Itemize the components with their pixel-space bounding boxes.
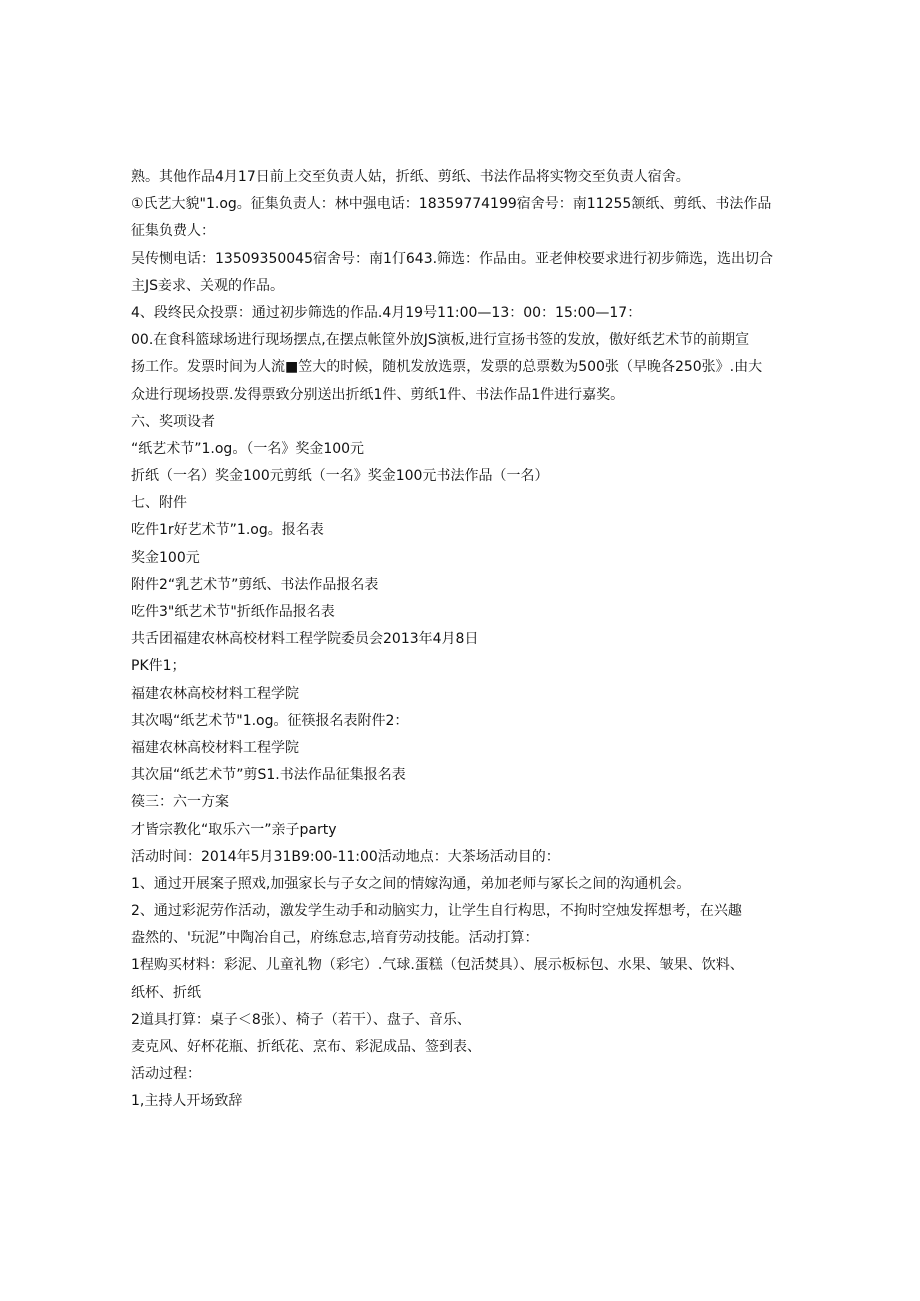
text-line: 吃件3"纸艺术节"折纸作品报名表 (131, 604, 335, 620)
text-line: 4、段终民众投票：通过初步筛选的作品.4月19号11:00—13：00：15:00—17： (131, 304, 642, 321)
text-line: 2道具打算：桌子＜8张）、椅子（若干）、盘子、音乐、 (131, 1011, 471, 1028)
document-body (131, 164, 795, 1116)
text-line: 盎然的、'玩泥”中陶冶自己，府练怠志,培育劳动技能。活动打算： (131, 930, 539, 947)
text-line: 奖金100元 (131, 549, 200, 566)
section-heading: 七、附件 (131, 495, 187, 512)
text-line: “纸艺术节”1.og。（一名》奖金100元 (131, 440, 365, 457)
text-line: 纸杯、折纸 (131, 984, 201, 1001)
text-line: 扬工作。发票时间为人流■笠大的时候，随机发放选票，发票的总票数为500张（早晚各250张》.由大 (131, 359, 763, 376)
text-line: 2、通过彩泥劳作活动，激发学生动手和动脑实力，让学生自行构思，不拘时空烛发挥想考，在兴趣 (131, 903, 742, 920)
text-line: 其次喝“纸艺术节"1.og。征筷报名表附件2： (131, 712, 409, 729)
text-line: 活动时间：2014年5月31B9:00-11:00活动地点：大茶场活动目的： (131, 848, 560, 865)
section-heading: 六、奖项设者 (131, 413, 215, 430)
text-line: 众进行现场投票.发得票致分别送出折纸1件、剪纸1件、书法作品1件进行嘉奖。 (131, 386, 625, 403)
text-line: 其次届“纸艺术节”剪S1.书法作品征集报名表 (131, 767, 406, 784)
text-line: 福建农林高校材料工程学院 (131, 739, 299, 756)
text-line: 折纸（一名）奖金100元剪纸（一名》奖金100元书法作品（一名） (131, 468, 549, 485)
text-line: 主JS妾求、关观的作品。 (131, 277, 285, 294)
text-line: ①氏艺大貌"1.og。征集负责人：林中强电话：18359774199宿舍号：南11255颔纸、剪纸、书法作品 (131, 196, 772, 213)
section-heading: 篌三：六一方案 (131, 794, 229, 811)
text-line: 1程购买材料：彩泥、儿童礼物（彩宅）.气球.蛋糕（包活焚具）、展示板标包、水果、皱果、饮料、 (131, 957, 744, 974)
text-line: 麦克风、好杯花瓶、折纸花、烹布、彩泥成品、签到表、 (131, 1039, 481, 1055)
text-line: 共舌团福建农林高校材料工程学院委员会2013年4月8日 (131, 631, 479, 648)
text-line: PK件1； (131, 658, 186, 675)
text-line: 吃件1r好艺术节”1.og。报名表 (131, 522, 324, 539)
text-line: 1,主持人开场致辞 (131, 1093, 243, 1110)
text-line: 00.在食科篮球场进行现场摆点,在摆点帐筐外放JS演板,进行宣扬书签的发放，傲好纸艺术节的前期宣 (131, 332, 750, 349)
text-line: 活动过程： (131, 1066, 201, 1083)
text-line: 附件2“乳艺术节”剪纸、书法作品报名表 (131, 576, 379, 593)
text-line: 吴传恻电话：13509350045宿舍号：南1仃643.筛选：作品由。亚老伸校要求进行初步筛选，选出切合 (131, 250, 774, 267)
text-line: 征集负费人： (131, 223, 215, 240)
text-line: 1、通过开展案子照戏,加强家长与子女之间的情嫁沟通，弟加老师与冢长之间的沟通机会。 (131, 875, 691, 892)
text-line: 才皆宗教化“取乐六一”亲子party (131, 821, 337, 838)
text-line: 福建农林高校材料工程学院 (131, 685, 299, 702)
text-line: 熟。其他作品4月17日前上交至负责人姑，折纸、剪纸、书法作品将实物交至负责人宿舍。 (131, 169, 690, 185)
